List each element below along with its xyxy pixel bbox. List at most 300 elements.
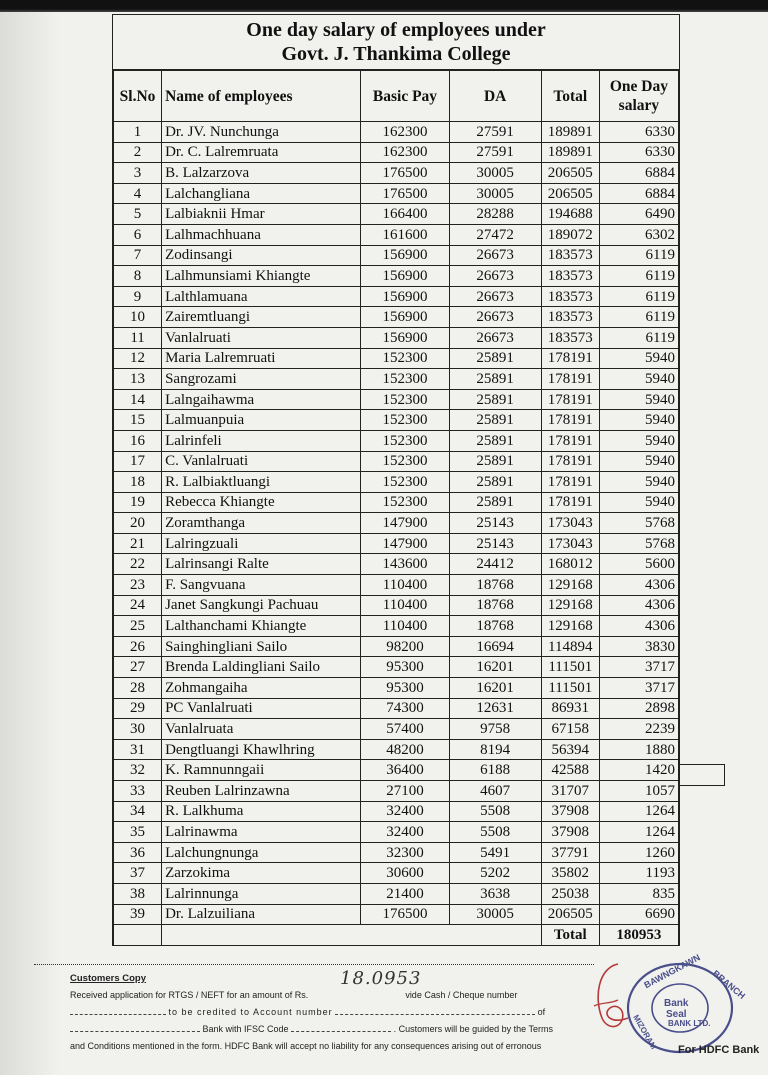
title-line-1: One day salary of employees under: [246, 19, 546, 41]
cell-total: 37908: [541, 822, 599, 843]
cell-basic-pay: 48200: [361, 739, 449, 760]
cell-basic-pay: 110400: [361, 575, 449, 596]
table-row: [114, 183, 679, 204]
cell-total: 111501: [541, 678, 599, 699]
table-row: [114, 410, 679, 431]
total-one-day-salary: 180953: [599, 925, 678, 946]
salary-sheet: [112, 14, 680, 946]
cell-total: 178191: [541, 369, 599, 390]
cell-sl-no: 32: [114, 760, 162, 781]
cell-da: 16694: [449, 636, 541, 657]
cell-basic-pay: 110400: [361, 595, 449, 616]
cell-total: 178191: [541, 348, 599, 369]
col-header-one-day-line2: salary: [618, 97, 660, 114]
cell-sl-no: 33: [114, 781, 162, 802]
slip-line-1-b: vide Cash / Cheque number: [405, 990, 518, 1000]
cell-employee-name: Sangrozami: [162, 369, 361, 390]
cell-da: 18768: [449, 616, 541, 637]
cell-one-day-salary: 6119: [599, 307, 678, 328]
total-label: Total: [541, 925, 599, 946]
table-row: [114, 554, 679, 575]
table-row: [114, 801, 679, 822]
cell-one-day-salary: 6302: [599, 224, 678, 245]
cell-da: 25891: [449, 348, 541, 369]
slip-line-1-a: Received application for RTGS / NEFT for an amount of Rs.: [70, 990, 309, 1000]
cell-sl-no: 8: [114, 266, 162, 287]
cell-employee-name: PC Vanlalruati: [162, 698, 361, 719]
cell-da: 18768: [449, 575, 541, 596]
cell-sl-no: 21: [114, 533, 162, 554]
table-row: [114, 698, 679, 719]
cell-one-day-salary: 6490: [599, 204, 678, 225]
slip-line-4: and Conditions mentioned in the form. HDFC Bank will accept no liability for any consequences arising out of erronous: [70, 1041, 542, 1051]
cell-da: 25891: [449, 492, 541, 513]
cell-sl-no: 19: [114, 492, 162, 513]
cell-basic-pay: 152300: [361, 451, 449, 472]
col-header-one-day-salary: [599, 71, 678, 122]
cell-sl-no: 23: [114, 575, 162, 596]
cell-sl-no: 20: [114, 513, 162, 534]
cell-sl-no: 6: [114, 224, 162, 245]
cell-employee-name: Dr. JV. Nunchunga: [162, 122, 361, 143]
cell-employee-name: Lalchungnunga: [162, 842, 361, 863]
cell-basic-pay: 147900: [361, 513, 449, 534]
cell-one-day-salary: 5940: [599, 410, 678, 431]
slip-line-2: [70, 1004, 590, 1021]
cell-da: 18768: [449, 595, 541, 616]
cell-employee-name: Zoramthanga: [162, 513, 361, 534]
cell-employee-name: Janet Sangkungi Pachuau: [162, 595, 361, 616]
cell-sl-no: 17: [114, 451, 162, 472]
cell-sl-no: 9: [114, 286, 162, 307]
cell-basic-pay: 176500: [361, 904, 449, 925]
cell-one-day-salary: 5940: [599, 389, 678, 410]
document-title: [113, 15, 679, 70]
cell-sl-no: 39: [114, 904, 162, 925]
slip-line-2-a: to be credited to Account number: [168, 1007, 333, 1017]
cell-total: 189072: [541, 224, 599, 245]
scan-top-edge: [0, 0, 768, 12]
cell-one-day-salary: 6119: [599, 327, 678, 348]
cell-total: 86931: [541, 698, 599, 719]
cell-total: 37791: [541, 842, 599, 863]
cell-sl-no: 34: [114, 801, 162, 822]
cell-basic-pay: 36400: [361, 760, 449, 781]
table-row: [114, 657, 679, 678]
cell-employee-name: Lalrinsangi Ralte: [162, 554, 361, 575]
cell-basic-pay: 32400: [361, 801, 449, 822]
table-header-row: [114, 71, 679, 122]
cell-total: 189891: [541, 122, 599, 143]
cell-da: 26673: [449, 266, 541, 287]
cell-employee-name: Lalrinawma: [162, 822, 361, 843]
cell-employee-name: Rebecca Khiangte: [162, 492, 361, 513]
cell-total: 129168: [541, 595, 599, 616]
cell-da: 27472: [449, 224, 541, 245]
cell-one-day-salary: 1264: [599, 801, 678, 822]
table-row: [114, 472, 679, 493]
slip-line-3-b: . Customers will be guided by the Terms: [393, 1024, 553, 1034]
cell-one-day-salary: 6330: [599, 142, 678, 163]
cell-employee-name: Dr. Lalzuiliana: [162, 904, 361, 925]
cell-one-day-salary: 5940: [599, 369, 678, 390]
cell-basic-pay: 156900: [361, 327, 449, 348]
cell-da: 26673: [449, 307, 541, 328]
cell-da: 30005: [449, 163, 541, 184]
cell-basic-pay: 161600: [361, 224, 449, 245]
cell-basic-pay: 162300: [361, 122, 449, 143]
cell-one-day-salary: 1057: [599, 781, 678, 802]
cell-sl-no: 16: [114, 430, 162, 451]
cell-one-day-salary: 5940: [599, 472, 678, 493]
cell-total: 31707: [541, 781, 599, 802]
cell-sl-no: 36: [114, 842, 162, 863]
cell-basic-pay: 32400: [361, 822, 449, 843]
cell-da: 8194: [449, 739, 541, 760]
cell-da: 30005: [449, 904, 541, 925]
cell-da: 25891: [449, 472, 541, 493]
cell-sl-no: 22: [114, 554, 162, 575]
cell-employee-name: Dr. C. Lalremruata: [162, 142, 361, 163]
cell-total: 173043: [541, 533, 599, 554]
cell-basic-pay: 156900: [361, 307, 449, 328]
cell-da: 5508: [449, 801, 541, 822]
cell-basic-pay: 21400: [361, 883, 449, 904]
col-header-name: Name of employees: [162, 71, 361, 122]
total-row-blank: [114, 925, 162, 946]
cell-total: 111501: [541, 657, 599, 678]
cell-one-day-salary: 4306: [599, 595, 678, 616]
cell-one-day-salary: 6119: [599, 245, 678, 266]
col-header-da: DA: [449, 71, 541, 122]
cell-one-day-salary: 6119: [599, 286, 678, 307]
table-row: [114, 224, 679, 245]
cell-sl-no: 2: [114, 142, 162, 163]
cell-employee-name: Reuben Lalrinzawna: [162, 781, 361, 802]
table-row: [114, 430, 679, 451]
cell-sl-no: 35: [114, 822, 162, 843]
cell-sl-no: 10: [114, 307, 162, 328]
cell-one-day-salary: 6884: [599, 183, 678, 204]
cell-employee-name: R. Lalkhuma: [162, 801, 361, 822]
cell-one-day-salary: 5768: [599, 533, 678, 554]
cell-da: 12631: [449, 698, 541, 719]
cell-basic-pay: 98200: [361, 636, 449, 657]
cell-sl-no: 38: [114, 883, 162, 904]
cell-da: 25891: [449, 410, 541, 431]
cell-total: 67158: [541, 719, 599, 740]
cell-da: 4607: [449, 781, 541, 802]
svg-text:BRANCH: BRANCH: [710, 968, 748, 1001]
cell-total: 35802: [541, 863, 599, 884]
cell-basic-pay: 152300: [361, 472, 449, 493]
cell-employee-name: Lalchangliana: [162, 183, 361, 204]
cell-employee-name: K. Ramnunngaii: [162, 760, 361, 781]
cell-employee-name: Lalrinfeli: [162, 430, 361, 451]
cell-da: 25891: [449, 369, 541, 390]
svg-text:BAWNGKAWN: BAWNGKAWN: [642, 952, 702, 991]
cell-da: 5491: [449, 842, 541, 863]
table-row: [114, 636, 679, 657]
cell-employee-name: Brenda Laldingliani Sailo: [162, 657, 361, 678]
cell-sl-no: 4: [114, 183, 162, 204]
cell-basic-pay: 57400: [361, 719, 449, 740]
cell-da: 26673: [449, 327, 541, 348]
cell-sl-no: 14: [114, 389, 162, 410]
cell-total: 183573: [541, 327, 599, 348]
svg-text:BANK LTD.: BANK LTD.: [668, 1019, 711, 1028]
cell-total: 178191: [541, 492, 599, 513]
bank-slip: [70, 970, 590, 1055]
slip-line-2-b: of: [537, 1007, 546, 1017]
cell-employee-name: Zarzokima: [162, 863, 361, 884]
cell-sl-no: 29: [114, 698, 162, 719]
cell-basic-pay: 152300: [361, 389, 449, 410]
table-row: [114, 863, 679, 884]
margin-box: [678, 764, 725, 786]
cell-basic-pay: 176500: [361, 163, 449, 184]
col-header-one-day-line1: One Day: [609, 78, 668, 95]
cell-total: 129168: [541, 575, 599, 596]
cell-total: 194688: [541, 204, 599, 225]
cell-employee-name: Lalmuanpuia: [162, 410, 361, 431]
tear-line: [34, 964, 594, 965]
table-row: [114, 678, 679, 699]
cell-da: 5202: [449, 863, 541, 884]
table-row: [114, 266, 679, 287]
cell-total: 183573: [541, 307, 599, 328]
svg-text:Bank: Bank: [664, 998, 689, 1009]
table-row: [114, 842, 679, 863]
table-row: [114, 122, 679, 143]
page-edge-shadow: [0, 0, 60, 1075]
cell-sl-no: 30: [114, 719, 162, 740]
col-header-basic-pay: Basic Pay: [361, 71, 449, 122]
cell-sl-no: 7: [114, 245, 162, 266]
cell-basic-pay: 152300: [361, 492, 449, 513]
cell-one-day-salary: 2898: [599, 698, 678, 719]
cell-one-day-salary: 6119: [599, 266, 678, 287]
cell-basic-pay: 30600: [361, 863, 449, 884]
cell-sl-no: 28: [114, 678, 162, 699]
cell-total: 129168: [541, 616, 599, 637]
col-header-total: Total: [541, 71, 599, 122]
col-header-sl: Sl.No: [114, 71, 162, 122]
cell-basic-pay: 95300: [361, 657, 449, 678]
cell-da: 28288: [449, 204, 541, 225]
table-row: [114, 327, 679, 348]
table-row: [114, 883, 679, 904]
cell-basic-pay: 32300: [361, 842, 449, 863]
cell-employee-name: Maria Lalremruati: [162, 348, 361, 369]
cell-sl-no: 13: [114, 369, 162, 390]
cell-employee-name: Lalbiaknii Hmar: [162, 204, 361, 225]
bank-seal-stamp: [622, 952, 748, 1056]
cell-da: 27591: [449, 122, 541, 143]
cell-basic-pay: 110400: [361, 616, 449, 637]
cell-employee-name: Zohmangaiha: [162, 678, 361, 699]
table-row: [114, 348, 679, 369]
cell-basic-pay: 152300: [361, 348, 449, 369]
cell-basic-pay: 74300: [361, 698, 449, 719]
cell-employee-name: Zodinsangi: [162, 245, 361, 266]
cell-total: 25038: [541, 883, 599, 904]
cell-total: 183573: [541, 286, 599, 307]
slip-line-1: [70, 987, 590, 1004]
cell-basic-pay: 152300: [361, 369, 449, 390]
cell-one-day-salary: 1260: [599, 842, 678, 863]
cell-da: 25891: [449, 451, 541, 472]
cell-total: 42588: [541, 760, 599, 781]
table-row: [114, 533, 679, 554]
cell-employee-name: Lalthlamuana: [162, 286, 361, 307]
cell-basic-pay: 156900: [361, 286, 449, 307]
table-row: [114, 369, 679, 390]
cell-one-day-salary: 1420: [599, 760, 678, 781]
cell-da: 5508: [449, 822, 541, 843]
cell-sl-no: 25: [114, 616, 162, 637]
cell-employee-name: R. Lalbiaktluangi: [162, 472, 361, 493]
cell-total: 178191: [541, 451, 599, 472]
cell-sl-no: 1: [114, 122, 162, 143]
table-row: [114, 451, 679, 472]
cell-employee-name: Dengtluangi Khawlhring: [162, 739, 361, 760]
cell-one-day-salary: 5940: [599, 492, 678, 513]
cell-basic-pay: 162300: [361, 142, 449, 163]
table-row: [114, 739, 679, 760]
cell-da: 25891: [449, 430, 541, 451]
cell-basic-pay: 166400: [361, 204, 449, 225]
cell-total: 114894: [541, 636, 599, 657]
cell-employee-name: Sainghingliani Sailo: [162, 636, 361, 657]
cell-total: 37908: [541, 801, 599, 822]
cell-total: 206505: [541, 183, 599, 204]
cell-sl-no: 15: [114, 410, 162, 431]
cell-sl-no: 27: [114, 657, 162, 678]
table-row: [114, 204, 679, 225]
table-row: [114, 760, 679, 781]
cell-employee-name: Vanlalruati: [162, 327, 361, 348]
cell-total: 183573: [541, 245, 599, 266]
for-hdfc-bank-label: For HDFC Bank: [678, 1044, 760, 1056]
table-row: [114, 781, 679, 802]
cell-employee-name: Lalhmachhuana: [162, 224, 361, 245]
cell-employee-name: Vanlalruata: [162, 719, 361, 740]
table-row: [114, 286, 679, 307]
cell-basic-pay: 176500: [361, 183, 449, 204]
cell-employee-name: B. Lalzarzova: [162, 163, 361, 184]
cell-one-day-salary: 1193: [599, 863, 678, 884]
cell-one-day-salary: 3717: [599, 678, 678, 699]
total-row-blank: [162, 925, 542, 946]
cell-total: 178191: [541, 472, 599, 493]
cell-sl-no: 26: [114, 636, 162, 657]
cell-one-day-salary: 6330: [599, 122, 678, 143]
table-body: [114, 122, 679, 946]
table-row: [114, 307, 679, 328]
cell-total: 206505: [541, 163, 599, 184]
cell-employee-name: F. Sangvuana: [162, 575, 361, 596]
cell-one-day-salary: 5940: [599, 348, 678, 369]
table-row: [114, 513, 679, 534]
cell-sl-no: 31: [114, 739, 162, 760]
table-row: [114, 719, 679, 740]
cell-da: 25143: [449, 513, 541, 534]
cell-total: 178191: [541, 389, 599, 410]
cell-one-day-salary: 1264: [599, 822, 678, 843]
slip-header: Customers Copy: [70, 973, 147, 984]
cell-one-day-salary: 1880: [599, 739, 678, 760]
cell-basic-pay: 156900: [361, 245, 449, 266]
cell-employee-name: Lalthanchami Khiangte: [162, 616, 361, 637]
table-row: [114, 492, 679, 513]
cell-sl-no: 24: [114, 595, 162, 616]
cell-basic-pay: 27100: [361, 781, 449, 802]
cell-employee-name: Lalringzuali: [162, 533, 361, 554]
cell-sl-no: 11: [114, 327, 162, 348]
table-row: [114, 822, 679, 843]
cell-basic-pay: 152300: [361, 410, 449, 431]
table-row: [114, 595, 679, 616]
cell-da: 26673: [449, 286, 541, 307]
cell-basic-pay: 147900: [361, 533, 449, 554]
cell-employee-name: C. Vanlalruati: [162, 451, 361, 472]
table-row: [114, 163, 679, 184]
slip-line-3: [70, 1021, 590, 1038]
cell-da: 24412: [449, 554, 541, 575]
cell-total: 178191: [541, 430, 599, 451]
cell-one-day-salary: 3830: [599, 636, 678, 657]
cell-da: 25143: [449, 533, 541, 554]
cell-one-day-salary: 2239: [599, 719, 678, 740]
cell-da: 25891: [449, 389, 541, 410]
cell-one-day-salary: 3717: [599, 657, 678, 678]
table-row: [114, 575, 679, 596]
cell-one-day-salary: 5768: [599, 513, 678, 534]
cell-sl-no: 18: [114, 472, 162, 493]
cell-sl-no: 12: [114, 348, 162, 369]
svg-text:Seal: Seal: [666, 1009, 687, 1020]
cell-total: 206505: [541, 904, 599, 925]
cell-da: 26673: [449, 245, 541, 266]
cell-sl-no: 3: [114, 163, 162, 184]
slip-line-3-a: Bank with IFSC Code: [202, 1024, 289, 1034]
title-line-2: Govt. J. Thankima College: [281, 43, 511, 65]
cell-employee-name: Lalrinnunga: [162, 883, 361, 904]
handwritten-amount: 18.0953: [340, 968, 422, 989]
cell-total: 168012: [541, 554, 599, 575]
cell-total: 189891: [541, 142, 599, 163]
cell-basic-pay: 143600: [361, 554, 449, 575]
cell-one-day-salary: 5600: [599, 554, 678, 575]
cell-total: 178191: [541, 410, 599, 431]
cell-basic-pay: 156900: [361, 266, 449, 287]
cell-da: 16201: [449, 678, 541, 699]
cell-basic-pay: 95300: [361, 678, 449, 699]
cell-sl-no: 5: [114, 204, 162, 225]
cell-total: 56394: [541, 739, 599, 760]
cell-da: 30005: [449, 183, 541, 204]
cell-employee-name: Zairemtluangi: [162, 307, 361, 328]
cell-one-day-salary: 6690: [599, 904, 678, 925]
cell-total: 173043: [541, 513, 599, 534]
cell-one-day-salary: 6884: [599, 163, 678, 184]
total-row: [114, 925, 679, 946]
table-row: [114, 389, 679, 410]
table-row: [114, 142, 679, 163]
cell-da: 6188: [449, 760, 541, 781]
table-row: [114, 245, 679, 266]
